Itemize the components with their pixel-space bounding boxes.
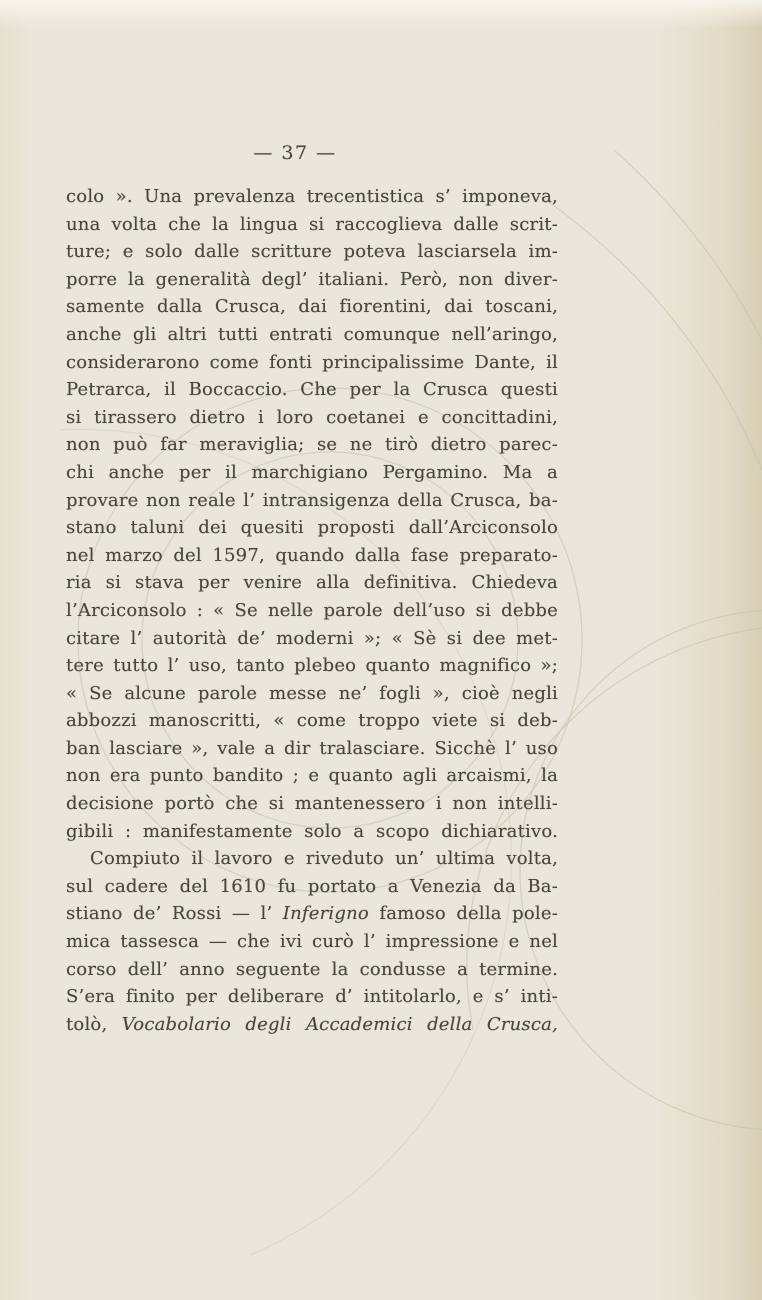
text-line	[66, 569, 558, 597]
text-line	[66, 735, 558, 763]
text-segment: ria si stava per venire alla definitiva. Chiedeva	[66, 572, 558, 594]
text-segment: l’Arciconsolo : « Se nelle parole dell’uso si debbe	[66, 599, 558, 621]
text-segment: mica tassesca — che ivi curò l’ impressione e nel	[66, 931, 558, 953]
text-line	[66, 790, 558, 818]
text-segment: porre la generalità degl’ italiani. Però, non diver-	[66, 268, 558, 290]
text-segment: Petrarca, il Boccaccio. Che per la Crusca questi	[66, 379, 558, 401]
text-segment: citare l’ autorità de’ moderni »; « Sè si dee met-	[66, 627, 558, 649]
text-segment: tere tutto l’ uso, tanto plebeo quanto magnifico »;	[66, 655, 558, 677]
text-segment: nel marzo del 1597, quando dalla fase preparato-	[66, 544, 558, 566]
text-segment: Compiuto il lavoro e riveduto un’ ultima volta,	[90, 848, 558, 870]
text-segment: « Se alcune parole messe ne’ fogli », cioè negli	[66, 682, 558, 704]
text-line	[66, 1011, 558, 1039]
text-segment: non era punto bandito ; e quanto agli arcaismi, la	[66, 765, 558, 787]
text-segment: tolò,	[66, 1013, 122, 1035]
text-line	[66, 404, 558, 432]
text-line	[66, 211, 558, 239]
text-line	[66, 266, 558, 294]
body-text	[66, 183, 558, 1038]
text-line	[66, 873, 558, 901]
text-line	[66, 762, 558, 790]
text-line	[66, 845, 558, 873]
text-line	[66, 321, 558, 349]
text-segment: considerarono come fonti principalissime Dante, il	[66, 351, 558, 373]
text-segment: stano taluni dei quesiti proposti dall’Arciconsolo	[66, 517, 558, 539]
text-segment: una volta che la lingua si raccoglieva dalle scrit-	[66, 213, 558, 235]
text-line	[66, 459, 558, 487]
text-segment: samente dalla Crusca, dai fiorentini, dai toscani,	[66, 296, 558, 318]
text-segment: abbozzi manoscritti, « come troppo viete si deb-	[66, 710, 558, 732]
text-line	[66, 625, 558, 653]
text-segment: S’era finito per deliberare d’ intitolarlo, e s’ inti-	[66, 986, 558, 1008]
text-line	[66, 928, 558, 956]
text-line	[66, 431, 558, 459]
text-segment: colo ». Una prevalenza trecentistica s’ imponeva,	[66, 186, 558, 207]
text-line	[66, 183, 558, 211]
text-line	[66, 293, 558, 321]
text-line	[66, 900, 558, 928]
text-line	[66, 652, 558, 680]
text-line	[66, 487, 558, 515]
text-segment: stiano de’ Rossi — l’	[66, 903, 283, 925]
text-line	[66, 818, 558, 846]
text-segment: non può far meraviglia; se ne tirò dietro parec-	[66, 434, 558, 456]
text-line	[66, 238, 558, 266]
text-line	[66, 956, 558, 984]
text-segment: provare non reale l’ intransigenza della Crusca, ba-	[66, 489, 558, 511]
text-line	[66, 680, 558, 708]
text-segment: si tirassero dietro i loro coetanei e concittadini,	[66, 406, 558, 428]
text-line	[66, 349, 558, 377]
text-line	[66, 707, 558, 735]
text-segment: corso dell’ anno seguente la condusse a termine.	[66, 958, 558, 980]
text-line	[66, 376, 558, 404]
text-line	[66, 514, 558, 542]
italic-text-segment: Vocabolario degli Accademici della Crusca,	[121, 1013, 558, 1035]
text-segment: famoso della pole-	[368, 903, 558, 925]
italic-text-segment: Inferigno	[282, 903, 369, 925]
text-segment: sul cadere del 1610 fu portato a Venezia da Ba-	[66, 875, 558, 897]
text-segment: ban lasciare », vale a dir tralasciare. Sicchè l’ uso	[66, 737, 558, 759]
text-segment: gibili : manifestamente solo a scopo dichiarativo.	[66, 820, 558, 842]
text-segment: decisione portò che si mantenessero i non intelli-	[66, 793, 558, 815]
text-line	[66, 983, 558, 1011]
text-segment: chi anche per il marchigiano Pergamino. Ma a	[66, 461, 558, 483]
text-segment: ture; e solo dalle scritture poteva lasciarsela im-	[66, 241, 558, 263]
text-segment: anche gli altri tutti entrati comunque nell’aringo,	[66, 323, 558, 345]
text-line	[66, 597, 558, 625]
text-line	[66, 542, 558, 570]
page-number: — 37 —	[253, 142, 337, 164]
